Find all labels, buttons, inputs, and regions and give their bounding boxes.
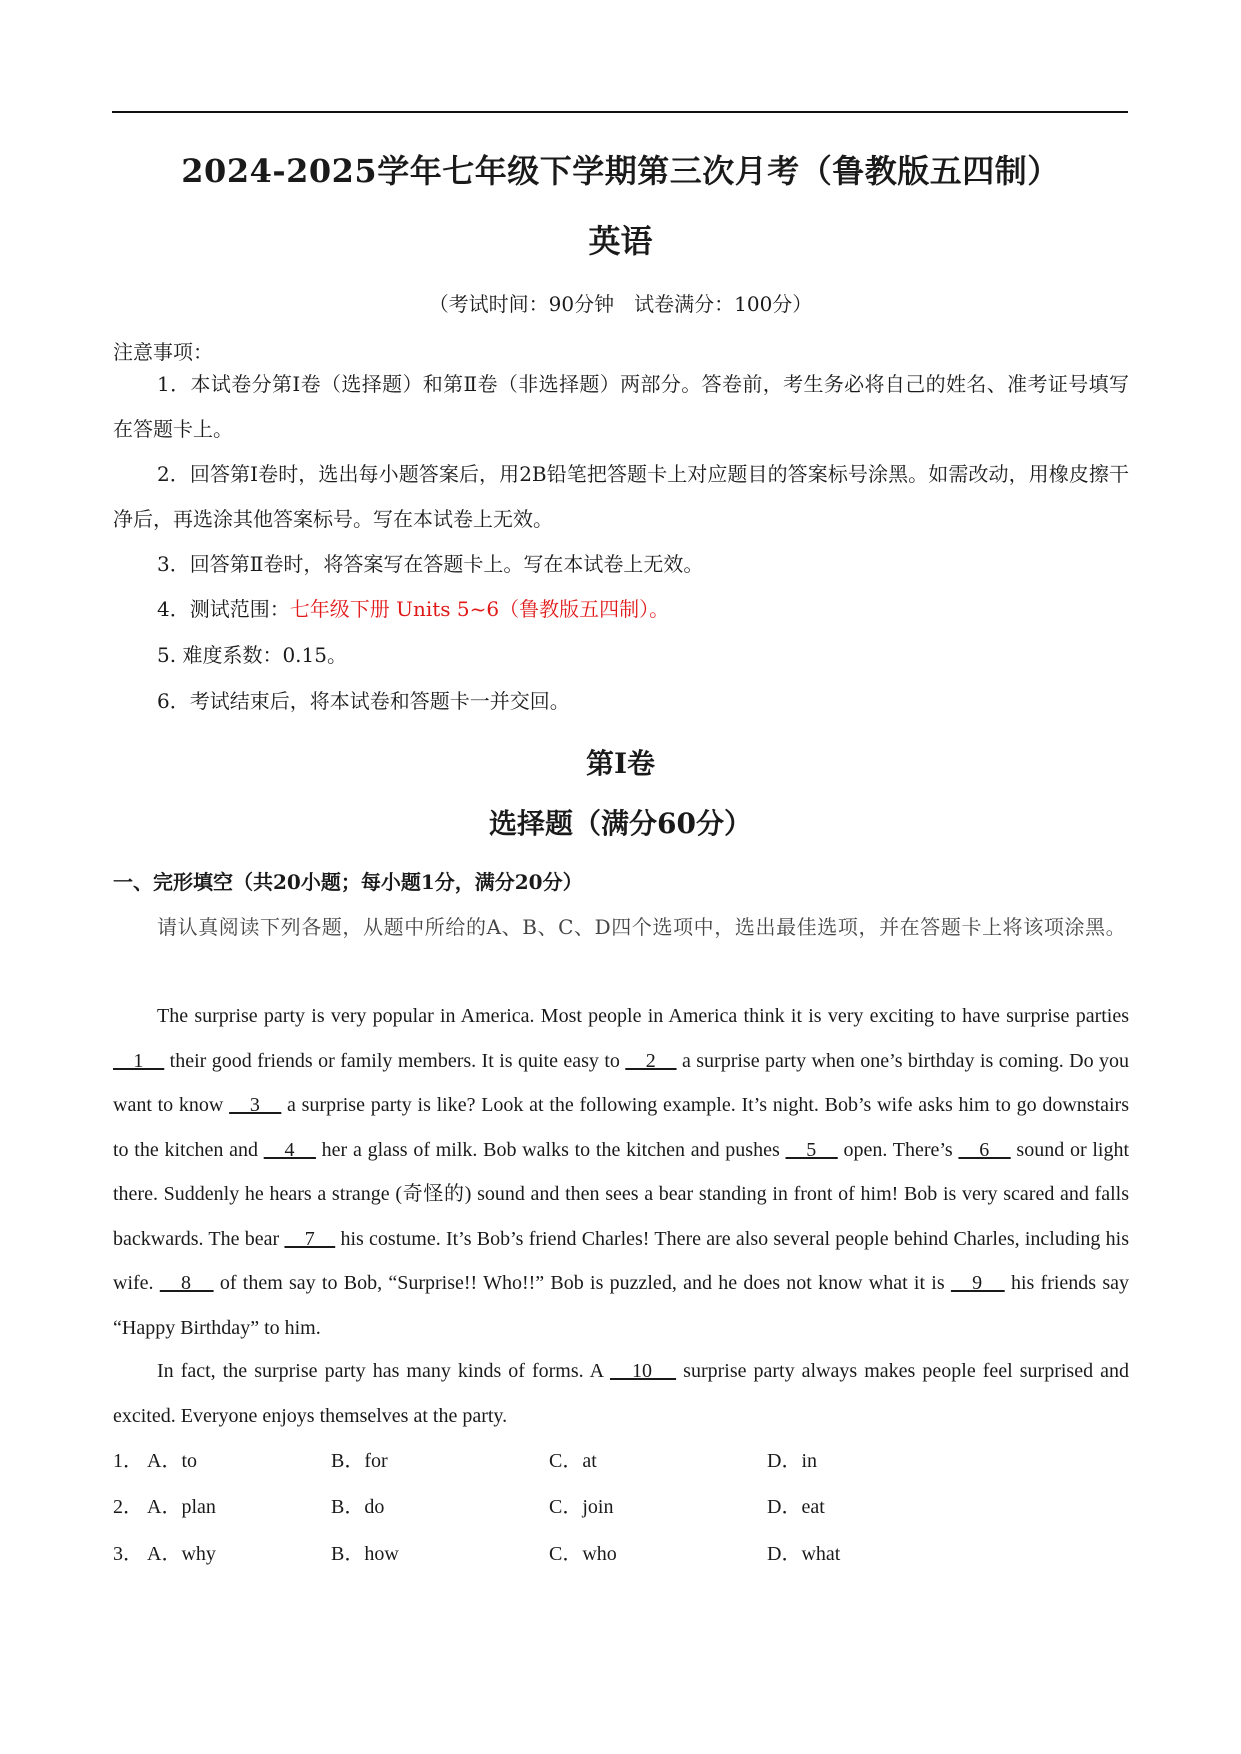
- option-c: C．join: [549, 1496, 614, 1518]
- option-b: B．for: [331, 1450, 388, 1472]
- passage-text: his friends say “Happy Birthday” to him.: [113, 1272, 1130, 1339]
- note-item-5: 5. 难度系数：0.15。: [157, 643, 347, 667]
- blank-1: 1: [113, 1049, 165, 1072]
- blank-10: 10: [609, 1360, 677, 1382]
- passage-paragraph-2: [113, 1349, 1129, 1438]
- option-b: B．do: [331, 1496, 385, 1518]
- subject-title: 英语: [588, 222, 653, 260]
- passage-paragraph-1: [113, 994, 1129, 1350]
- question-number: 1．: [113, 1450, 143, 1472]
- option-d: D．eat: [767, 1496, 825, 1518]
- section-subtitle: 选择题（满分60分）: [489, 807, 752, 840]
- passage-text: a surprise party when one’s birthday is coming. Do you want to know: [113, 1049, 1129, 1116]
- passage-text: The surprise party is very popular in America. Most people in America think it is very exciting to have surprise parties: [157, 1005, 1129, 1027]
- passage-text: a surprise party is like? Look at the following example. It’s night. Bob’s wife asks him to go downstairs to the kitchen and: [113, 1094, 1129, 1161]
- passage-text: his costume. It’s Bob’s friend Charles! There are also several people behind Charles, including his wife.: [113, 1227, 1129, 1294]
- option-d: D．what: [767, 1543, 841, 1565]
- note-item-2: 2．回答第Ⅰ卷时，选出每小题答案后，用2B铅笔把答题卡上对应题目的答案标号涂黑。如需改动，用橡皮擦干净后，再选涂其他答案标号。写在本试卷上无效。: [113, 462, 1129, 531]
- note-item-6: 6．考试结束后，将本试卷和答题卡一并交回。: [157, 689, 570, 713]
- option-d: D．in: [767, 1450, 817, 1472]
- volume-heading: 第Ⅰ卷: [585, 747, 656, 780]
- option-c: C．who: [549, 1543, 617, 1565]
- blank-3: 3: [229, 1094, 282, 1116]
- passage-text: their good friends or family members. It is quite easy to: [164, 1049, 626, 1072]
- passage-text: open. There’s: [837, 1138, 959, 1161]
- note-item-4: [113, 587, 1129, 632]
- question-number: 2．: [113, 1496, 143, 1518]
- blank-7: 7: [284, 1227, 336, 1250]
- option-a: A．plan: [147, 1496, 216, 1518]
- blank-6: 6: [958, 1138, 1011, 1161]
- passage-text: her a glass of milk. Bob walks to the kitchen and pushes: [315, 1138, 786, 1161]
- note-item-1: 1．本试卷分第Ⅰ卷（选择题）和第Ⅱ卷（非选择题）两部分。答卷前，考生务必将自己的姓名、准考证号填写在答题卡上。: [113, 372, 1129, 441]
- cloze-instruction: 请认真阅读下列各题，从题中所给的A、B、C、D四个选项中，选出最佳选项，并在答题卡上将该项涂黑。: [157, 915, 1127, 939]
- blank-4: 4: [263, 1138, 316, 1161]
- option-b: B．how: [331, 1543, 399, 1565]
- passage-text: sound or light there. Suddenly he hears a strange (奇怪的) sound and then sees a bear standing in front of him! Bob is very scared and falls backwards. The bear: [113, 1138, 1130, 1250]
- test-scope: 七年级下册 Units 5~6（鲁教版五四制）。: [289, 597, 670, 621]
- blank-5: 5: [785, 1138, 838, 1161]
- passage-text: In fact, the surprise party has many kinds of forms. A: [157, 1360, 610, 1382]
- question-number: 3．: [113, 1543, 143, 1565]
- part-heading: 一、完形填空（共20小题；每小题1分，满分20分）: [113, 870, 583, 894]
- question-row: [113, 1537, 1129, 1577]
- passage-text: of them say to Bob, “Surprise!! Who!!” Bob is puzzled, and he does not know what it is: [213, 1272, 951, 1294]
- blank-9: 9: [950, 1272, 1005, 1294]
- option-c: C．at: [549, 1450, 597, 1472]
- header-rule: [112, 111, 1128, 113]
- note-item-4-prefix: 4．测试范围：: [157, 597, 290, 621]
- notes-heading: 注意事项：: [113, 340, 213, 364]
- passage-text: surprise party always makes people feel surprised and excited. Everyone enjoys themselves at the party.: [113, 1360, 1129, 1427]
- exam-time-score: （考试时间：90分钟 试卷满分：100分）: [428, 292, 813, 316]
- option-a: A．to: [147, 1450, 197, 1472]
- blank-2: 2: [625, 1049, 677, 1072]
- question-row: [113, 1490, 1129, 1530]
- exam-title: 2024-2025学年七年级下学期第三次月考（鲁教版五四制）: [181, 152, 1060, 190]
- option-a: A．why: [147, 1543, 216, 1565]
- note-item-3: 3．回答第Ⅱ卷时，将答案写在答题卡上。写在本试卷上无效。: [157, 552, 704, 576]
- question-row: [113, 1444, 1129, 1484]
- blank-8: 8: [159, 1272, 214, 1294]
